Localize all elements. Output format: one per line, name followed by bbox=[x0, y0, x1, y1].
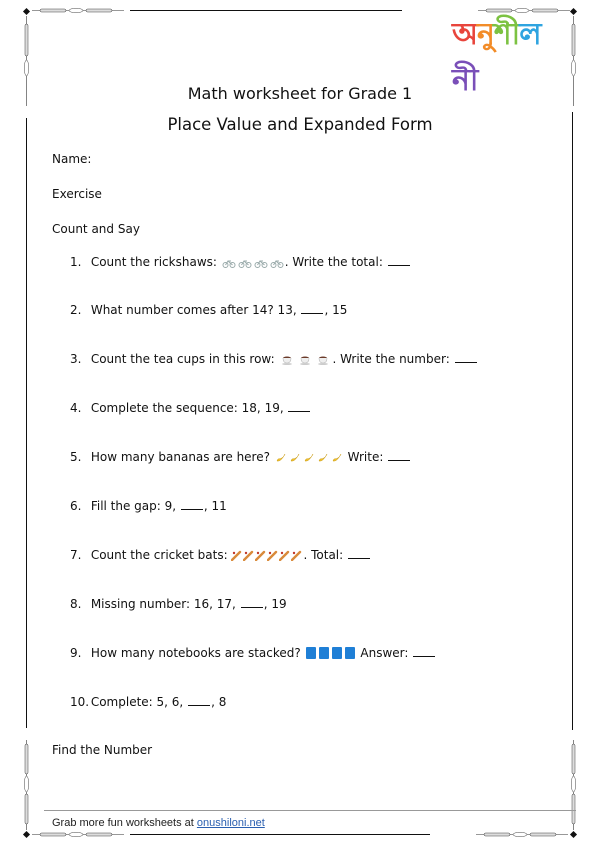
banana-icon bbox=[275, 452, 287, 463]
question-text: What number comes after 14? 13, bbox=[90, 303, 297, 317]
banana-icon bbox=[289, 452, 301, 463]
frame-top-line bbox=[130, 10, 402, 11]
logo-glyph: নু bbox=[476, 17, 494, 52]
question-text: Count the cricket bats: bbox=[90, 548, 228, 562]
answer-blank[interactable] bbox=[241, 598, 263, 608]
question-number: 6. bbox=[70, 499, 82, 513]
question-5 bbox=[70, 450, 411, 464]
bicycle-icon bbox=[270, 258, 284, 268]
question-text: . Total: bbox=[303, 548, 344, 562]
border-ornament-icon bbox=[24, 740, 29, 830]
cricket-bat-icon bbox=[279, 550, 291, 561]
frame-bottom-line bbox=[130, 834, 430, 835]
notebook-icon bbox=[332, 647, 342, 659]
answer-blank[interactable] bbox=[413, 647, 435, 657]
page-subtitle: Place Value and Expanded Form bbox=[167, 115, 433, 134]
cricket-bat-icon bbox=[243, 550, 255, 561]
question-10 bbox=[70, 695, 226, 709]
notebook-icon bbox=[306, 647, 316, 659]
question-text: Write: bbox=[347, 450, 384, 464]
question-9 bbox=[70, 646, 436, 660]
answer-blank[interactable] bbox=[388, 256, 410, 266]
question-text: , 11 bbox=[203, 499, 227, 513]
question-number: 9. bbox=[70, 646, 82, 660]
answer-blank[interactable] bbox=[288, 402, 310, 412]
frame-right-line bbox=[572, 112, 573, 730]
question-3 bbox=[70, 352, 478, 366]
logo-glyph: অ bbox=[452, 17, 477, 52]
banana-icon bbox=[317, 452, 329, 463]
cricket-bat-icon bbox=[231, 550, 243, 561]
answer-blank[interactable] bbox=[348, 549, 370, 559]
question-6 bbox=[70, 499, 227, 513]
question-text: Count the tea cups in this row: bbox=[90, 352, 275, 366]
answer-blank[interactable] bbox=[301, 304, 323, 314]
corner-ornament-icon bbox=[23, 8, 30, 15]
banana-icon bbox=[303, 452, 315, 463]
bicycle-icon bbox=[222, 258, 236, 268]
notebook-icon bbox=[345, 647, 355, 659]
bicycle-icon bbox=[238, 258, 252, 268]
notebook-icon bbox=[319, 647, 329, 659]
tea-cup-icon bbox=[317, 355, 329, 365]
border-ornament-icon bbox=[32, 832, 124, 837]
logo-glyph: ল bbox=[519, 17, 541, 52]
question-number: 10. bbox=[70, 695, 90, 709]
question-text: How many bananas are here? bbox=[90, 450, 270, 464]
banana-icon bbox=[331, 452, 343, 463]
question-number: 4. bbox=[70, 401, 82, 415]
cricket-bat-icon bbox=[291, 550, 303, 561]
answer-blank[interactable] bbox=[455, 353, 477, 363]
question-number: 5. bbox=[70, 450, 82, 464]
question-text: , 8 bbox=[211, 695, 227, 709]
exercise-label: Exercise bbox=[52, 187, 102, 201]
bicycle-icon bbox=[254, 258, 268, 268]
question-text: . Write the total: bbox=[284, 255, 383, 269]
logo-glyph: শী bbox=[493, 17, 520, 52]
question-text: How many notebooks are stacked? bbox=[90, 646, 301, 660]
name-label: Name: bbox=[52, 152, 92, 166]
question-text: Complete: 5, 6, bbox=[90, 695, 184, 709]
cricket-bat-icon bbox=[255, 550, 267, 561]
frame-left-line bbox=[26, 118, 27, 728]
answer-blank[interactable] bbox=[388, 451, 410, 461]
question-number: 7. bbox=[70, 548, 82, 562]
question-text: Count the rickshaws: bbox=[90, 255, 217, 269]
question-text: Answer: bbox=[360, 646, 409, 660]
question-number: 2. bbox=[70, 303, 82, 317]
question-text: Fill the gap: 9, bbox=[90, 499, 177, 513]
question-number: 3. bbox=[70, 352, 82, 366]
page-title: Math worksheet for Grade 1 bbox=[187, 84, 413, 103]
question-8 bbox=[70, 597, 287, 611]
corner-ornament-icon bbox=[23, 831, 30, 838]
section-heading-find-the-number: Find the Number bbox=[52, 743, 153, 757]
question-number: 1. bbox=[70, 255, 82, 269]
answer-blank[interactable] bbox=[188, 696, 210, 706]
cricket-bat-icon bbox=[267, 550, 279, 561]
border-ornament-icon bbox=[32, 8, 124, 13]
border-ornament-icon bbox=[476, 832, 568, 837]
tea-cup-icon bbox=[299, 355, 311, 365]
footer-text: Grab more fun worksheets at bbox=[52, 817, 194, 829]
question-7 bbox=[70, 548, 371, 562]
question-number: 8. bbox=[70, 597, 82, 611]
logo-glyph: নী bbox=[452, 63, 478, 98]
question-2 bbox=[70, 303, 347, 317]
border-ornament-icon bbox=[571, 740, 576, 830]
corner-ornament-icon bbox=[570, 831, 577, 838]
question-text: , 15 bbox=[324, 303, 348, 317]
section-heading-count-and-say: Count and Say bbox=[52, 222, 140, 236]
question-1 bbox=[70, 255, 411, 269]
footer-divider bbox=[44, 810, 576, 811]
question-text: Missing number: 16, 17, bbox=[90, 597, 236, 611]
corner-ornament-icon bbox=[570, 8, 577, 15]
footer bbox=[52, 817, 265, 829]
onushiloni-logo bbox=[452, 12, 562, 98]
question-text: , 19 bbox=[263, 597, 287, 611]
question-text: Complete the sequence: 18, 19, bbox=[90, 401, 284, 415]
footer-link[interactable]: onushiloni.net bbox=[196, 817, 265, 829]
question-text: . Write the number: bbox=[332, 352, 450, 366]
tea-cup-icon bbox=[281, 355, 293, 365]
question-4 bbox=[70, 401, 311, 415]
answer-blank[interactable] bbox=[181, 500, 203, 510]
